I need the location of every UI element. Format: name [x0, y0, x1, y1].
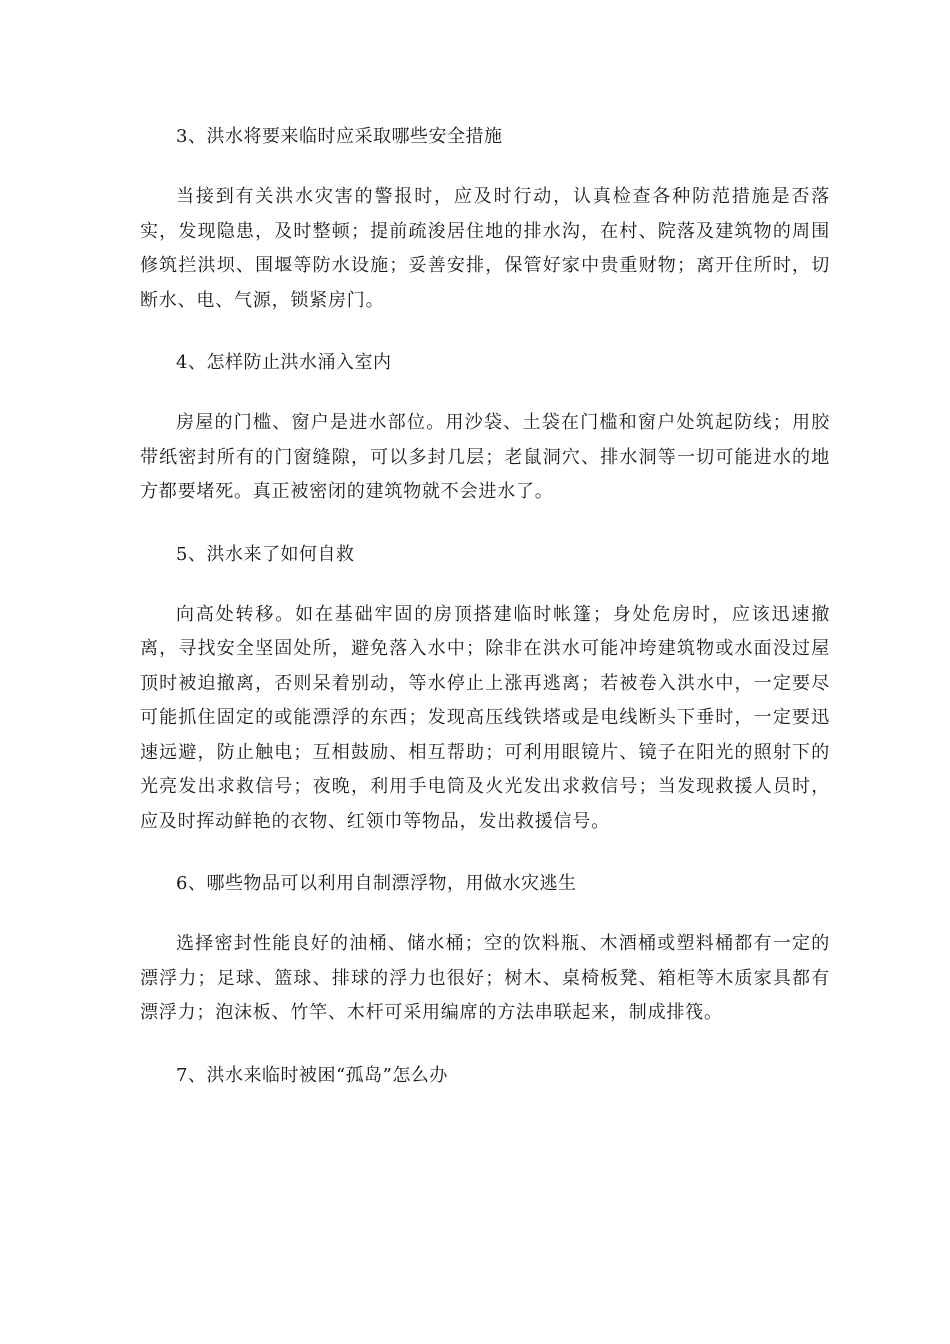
section-heading-5: 5、洪水来了如何自救: [176, 543, 355, 565]
section-body-5: 向高处转移。如在基础牢固的房顶搭建临时帐篷；身处危房时，应该迅速撤离，寻找安全坚固处所，避免落入水中；除非在洪水可能冲垮建筑物或水面没过屋顶时被迫撤离，否则呆着别动，等水停止上涨再逃离；若被卷入洪水中，一定要尽可能抓住固定的或能漂浮的东西；发现高压线铁塔或是电线断头下垂时，一定要迅速远避，防止触电；互相鼓励、相互帮助；可利用眼镜片、镜子在阳光的照射下的光亮发出求救信号；夜晚，利用手电筒及火光发出求救信号；当发现救援人员时，应及时挥动鲜艳的衣物、红领巾等物品，发出救援信号。: [140, 603, 830, 832]
document-page: [140, 118, 830, 1119]
section-body-4: 房屋的门槛、窗户是进水部位。用沙袋、土袋在门槛和窗户处筑起防线；用胶带纸密封所有的门窗缝隙，可以多封几层；老鼠洞穴、排水洞等一切可能进水的地方都要堵死。真正被密闭的建筑物就不会进水了。: [140, 412, 830, 502]
section-body-6: 选择密封性能良好的油桶、储水桶；空的饮料瓶、木酒桶或塑料桶都有一定的漂浮力；足球、篮球、排球的浮力也很好；树木、桌椅板凳、箱柜等木质家具都有漂浮力；泡沫板、竹竿、木杆可采用编席的方法串联起来，制成排筏。: [140, 933, 830, 1023]
section-body-3: 当接到有关洪水灾害的警报时，应及时行动，认真检查各种防范措施是否落实，发现隐患，及时整顿；提前疏浚居住地的排水沟，在村、院落及建筑物的周围修筑拦洪坝、围堰等防水设施；妥善安排，保管好家中贵重财物；离开住所时，切断水、电、气源，锁紧房门。: [140, 186, 830, 311]
section-heading-6: 6、哪些物品可以利用自制漂浮物，用做水灾逃生: [176, 873, 577, 894]
section-heading-7: 7、洪水来临时被困“孤岛”怎么办: [176, 1064, 448, 1086]
section-heading-3: 3、洪水将要来临时应采取哪些安全措施: [176, 126, 503, 147]
section-heading-4: 4、怎样防止洪水涌入室内: [176, 352, 392, 373]
